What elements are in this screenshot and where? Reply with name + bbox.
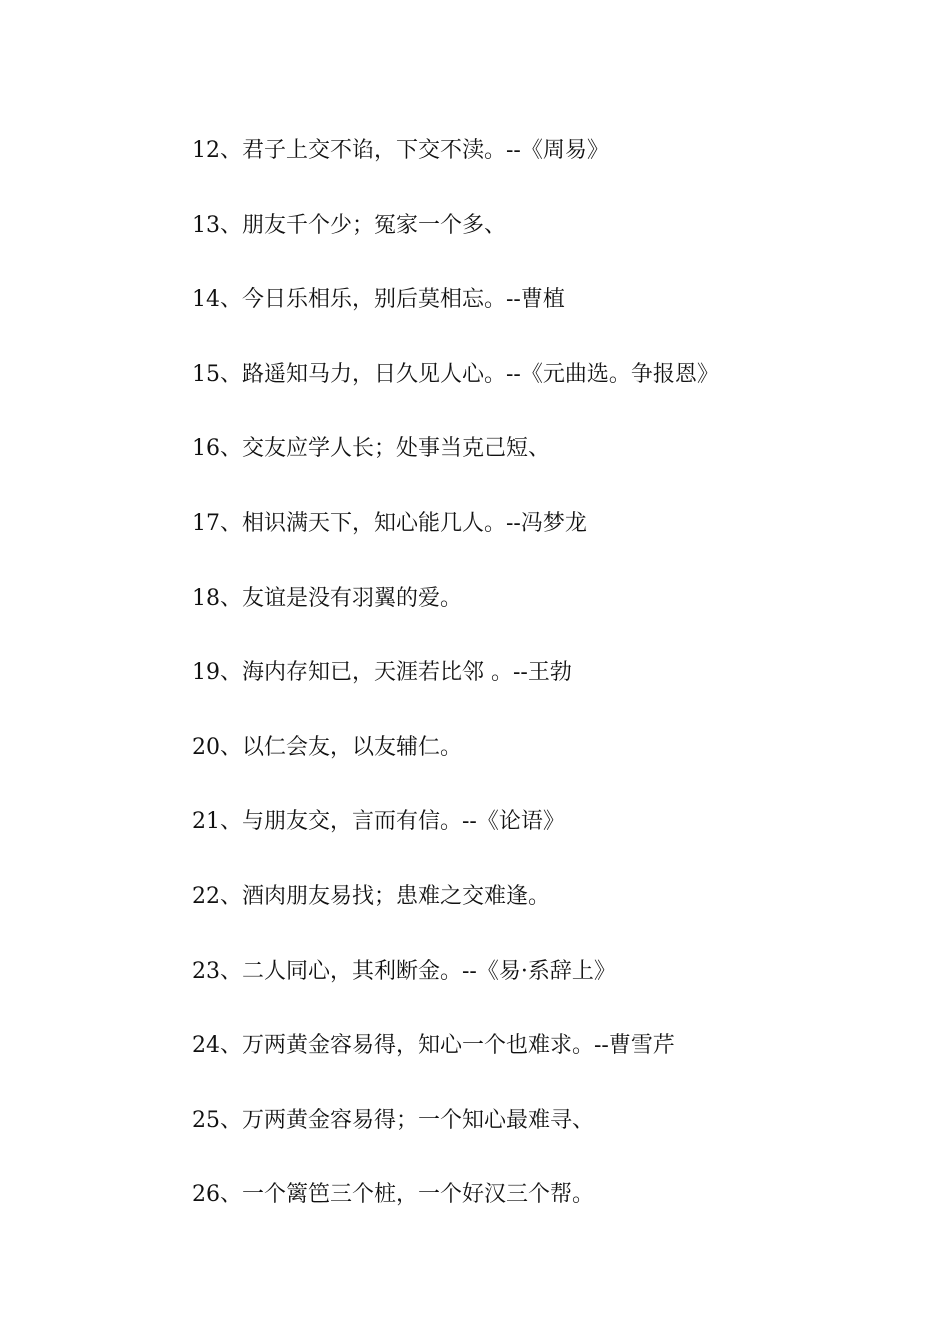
quote-item: 17、相识满天下，知心能几人。--冯梦龙 (192, 510, 587, 536)
quote-item: 19、海内存知已，天涯若比邻 。--王勃 (192, 660, 572, 686)
quote-item: 22、酒肉朋友易找；患难之交难逢。 (192, 883, 550, 909)
quote-item: 24、万两黄金容易得，知心一个也难求。--曹雪芹 (192, 1033, 675, 1059)
quote-item: 26、一个篱笆三个桩，一个好汉三个帮。 (192, 1182, 594, 1208)
quote-item: 21、与朋友交，言而有信。--《论语》 (192, 809, 565, 835)
quote-list (192, 132, 719, 1251)
quote-item: 15、路遥知马力，日久见人心。--《元曲选。争报恩》 (192, 361, 719, 387)
quote-item: 23、二人同心，其利断金。--《易·系辞上》 (192, 958, 616, 984)
quote-item: 20、以仁会友，以友辅仁。 (192, 734, 462, 760)
quote-item: 25、万两黄金容易得；一个知心最难寻、 (192, 1107, 594, 1133)
quote-item: 12、君子上交不谄，下交不渎。--《周易》 (192, 138, 609, 163)
quote-item: 14、今日乐相乐，别后莫相忘。--曹植 (192, 287, 565, 313)
quote-item: 16、交友应学人长；处事当克己短、 (192, 436, 550, 462)
quote-item: 18、友谊是没有羽翼的爱。 (192, 585, 462, 611)
quote-item: 13、朋友千个少；冤家一个多、 (192, 212, 506, 238)
